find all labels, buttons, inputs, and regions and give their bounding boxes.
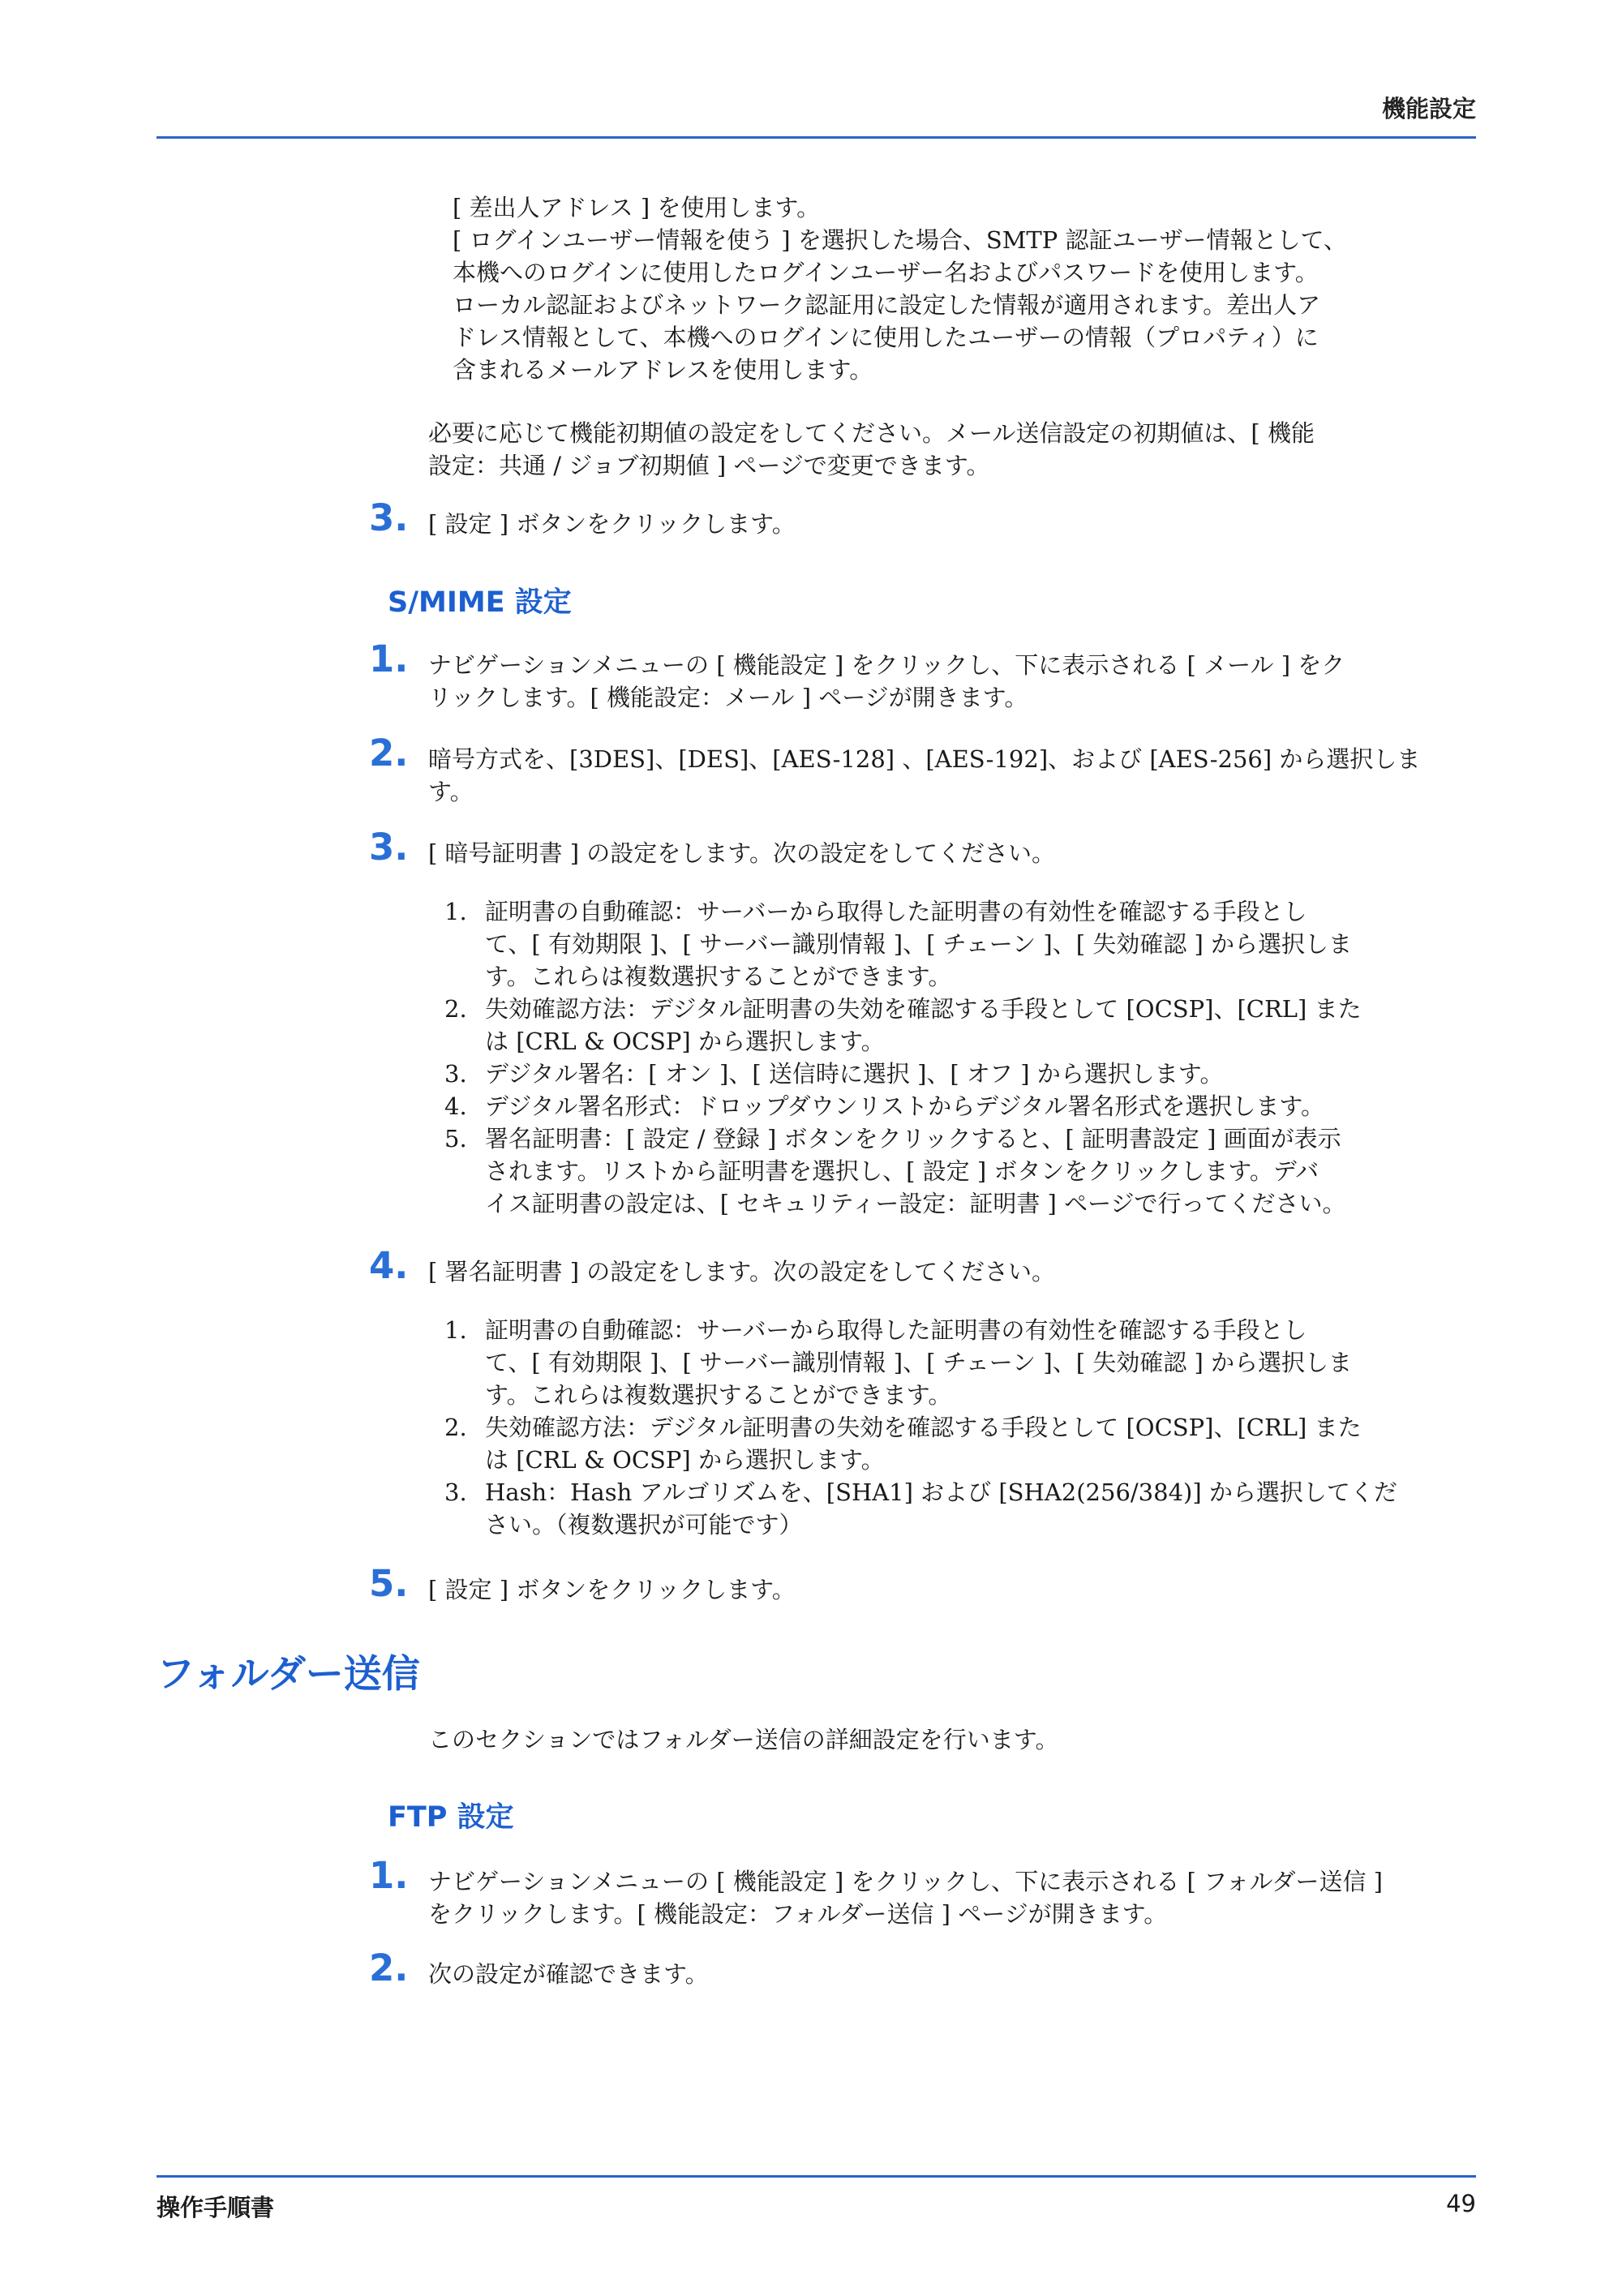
text-line: 設定：共通 / ジョブ初期値 ] ページで変更できます。 xyxy=(428,452,990,479)
step-text xyxy=(428,743,1420,808)
text-line: ナビゲーションメニューの [ 機能設定 ] をクリックし、下に表示される [ フォルダー送信 ] xyxy=(428,1868,1383,1895)
folder-intro: このセクションではフォルダー送信の詳細設定を行います。 xyxy=(428,1726,1059,1753)
step-text: [ 暗号証明書 ] の設定をします。次の設定をしてください。 xyxy=(428,839,1055,867)
step-number: 3. xyxy=(369,496,409,539)
smime-heading: S/MIME 設定 xyxy=(388,586,572,619)
list-item xyxy=(444,1122,1362,1220)
text-line: 署名証明書：[ 設定 / 登録 ] ボタンをクリックすると、[ 証明書設定 ] 画面が表示 xyxy=(485,1125,1341,1152)
step-number: 2. xyxy=(369,732,409,775)
item-number: 3. xyxy=(444,1060,467,1088)
list-item xyxy=(444,1411,1397,1476)
text-line: は [CRL & OCSP] から選択します。 xyxy=(485,1028,885,1055)
text-line: 証明書の自動確認：サーバーから取得した証明書の有効性を確認する手段とし xyxy=(485,898,1307,925)
text-line: さい。（複数選択が可能です） xyxy=(485,1511,803,1539)
item-number: 1. xyxy=(444,1316,467,1344)
text-line: 失効確認方法：デジタル証明書の失効を確認する手段として [OCSP]、[CRL] また xyxy=(485,1414,1362,1441)
text-line: されます。リストから証明書を選択し、[ 設定 ] ボタンをクリックします。デバ xyxy=(485,1157,1319,1185)
step-number: 1. xyxy=(369,1854,409,1897)
text-line: 失効確認方法：デジタル証明書の失効を確認する手段として [OCSP]、[CRL] また xyxy=(485,995,1362,1023)
text-line: デジタル署名形式：ドロップダウンリストからデジタル署名形式を選択します。 xyxy=(485,1092,1325,1120)
item-number: 4. xyxy=(444,1092,467,1120)
step-number: 1. xyxy=(369,637,409,680)
text-line: 本機へのログインに使用したログインユーザー名およびパスワードを使用します。 xyxy=(453,259,1319,286)
step-number: 5. xyxy=(369,1562,409,1605)
text-line: をクリックします。[ 機能設定：フォルダー送信 ] ページが開きます。 xyxy=(428,1900,1168,1928)
list-item xyxy=(444,993,1362,1058)
text-line: [ 差出人アドレス ] を使用します。 xyxy=(453,194,821,221)
text-line: す。 xyxy=(428,778,474,805)
list-item xyxy=(444,1090,1362,1122)
step-text xyxy=(428,649,1345,714)
sender-address-block xyxy=(453,191,1347,386)
text-line: ナビゲーションメニューの [ 機能設定 ] をクリックし、下に表示される [ メール ] をク xyxy=(428,651,1345,679)
text-line: ローカル認証およびネットワーク認証用に設定した情報が適用されます。差出人ア xyxy=(453,291,1321,319)
text-line: Hash：Hash アルゴリズムを、[SHA1] および [SHA2(256/384)] から選択してくだ xyxy=(485,1478,1397,1506)
list-item xyxy=(444,895,1362,993)
encryption-cert-items xyxy=(444,895,1362,1220)
text-line: ドレス情報として、本機へのログインに使用したユーザーの情報（プロパティ）に xyxy=(453,324,1319,351)
list-item xyxy=(444,1314,1397,1411)
text-line: 含まれるメールアドレスを使用します。 xyxy=(453,356,873,384)
step-number: 4. xyxy=(369,1244,409,1287)
step-text: [ 署名証明書 ] の設定をします。次の設定をしてください。 xyxy=(428,1258,1055,1285)
text-line: 暗号方式を、[3DES]、[DES]、[AES-128] 、[AES-192]、および [AES-256] から選択しま xyxy=(428,745,1421,773)
step-text xyxy=(428,1865,1383,1930)
signature-cert-items xyxy=(444,1314,1397,1541)
item-number: 5. xyxy=(444,1125,467,1152)
header-rule xyxy=(157,136,1476,139)
page-number: 49 xyxy=(1446,2190,1476,2217)
step-text: 次の設定が確認できます。 xyxy=(428,1960,709,1988)
item-number: 3. xyxy=(444,1478,467,1506)
folder-send-heading: フォルダー送信 xyxy=(157,1652,420,1697)
text-line: イス証明書の設定は、[ セキュリティー設定：証明書 ] ページで行ってください。 xyxy=(485,1190,1346,1217)
text-line: デジタル署名：[ オン ]、[ 送信時に選択 ]、[ オフ ] から選択します。 xyxy=(485,1060,1224,1088)
text-line: 必要に応じて機能初期値の設定をしてください。メール送信設定の初期値は、[ 機能 xyxy=(428,419,1315,447)
page-header-title: 機能設定 xyxy=(1381,95,1476,122)
step-number: 2. xyxy=(369,1946,409,1989)
text-line: て、[ 有効期限 ]、[ サーバー識別情報 ]、[ チェーン ]、[ 失効確認 ] から選択しま xyxy=(485,930,1352,958)
text-line: [ ログインユーザー情報を使う ] を選択した場合、SMTP 認証ユーザー情報として、 xyxy=(453,226,1347,254)
text-line: す。これらは複数選択することができます。 xyxy=(485,1381,952,1409)
list-item xyxy=(444,1476,1397,1541)
text-line: 証明書の自動確認：サーバーから取得した証明書の有効性を確認する手段とし xyxy=(485,1316,1307,1344)
step-number: 3. xyxy=(369,826,409,869)
text-line: リックします。[ 機能設定：メール ] ページが開きます。 xyxy=(428,684,1028,711)
footer-rule xyxy=(157,2175,1476,2178)
item-number: 2. xyxy=(444,1414,467,1441)
footer-document-title: 操作手順書 xyxy=(157,2194,275,2221)
text-line: て、[ 有効期限 ]、[ サーバー識別情報 ]、[ チェーン ]、[ 失効確認 ] から選択しま xyxy=(485,1349,1352,1376)
list-item xyxy=(444,1058,1362,1090)
text-line: は [CRL & OCSP] から選択します。 xyxy=(485,1446,885,1474)
text-line: す。これらは複数選択することができます。 xyxy=(485,963,952,990)
step-text: [ 設定 ] ボタンをクリックします。 xyxy=(428,510,796,538)
defaults-note xyxy=(428,417,1315,482)
item-number: 2. xyxy=(444,995,467,1023)
item-number: 1. xyxy=(444,898,467,925)
step-text: [ 設定 ] ボタンをクリックします。 xyxy=(428,1576,796,1603)
ftp-heading: FTP 設定 xyxy=(388,1801,514,1834)
